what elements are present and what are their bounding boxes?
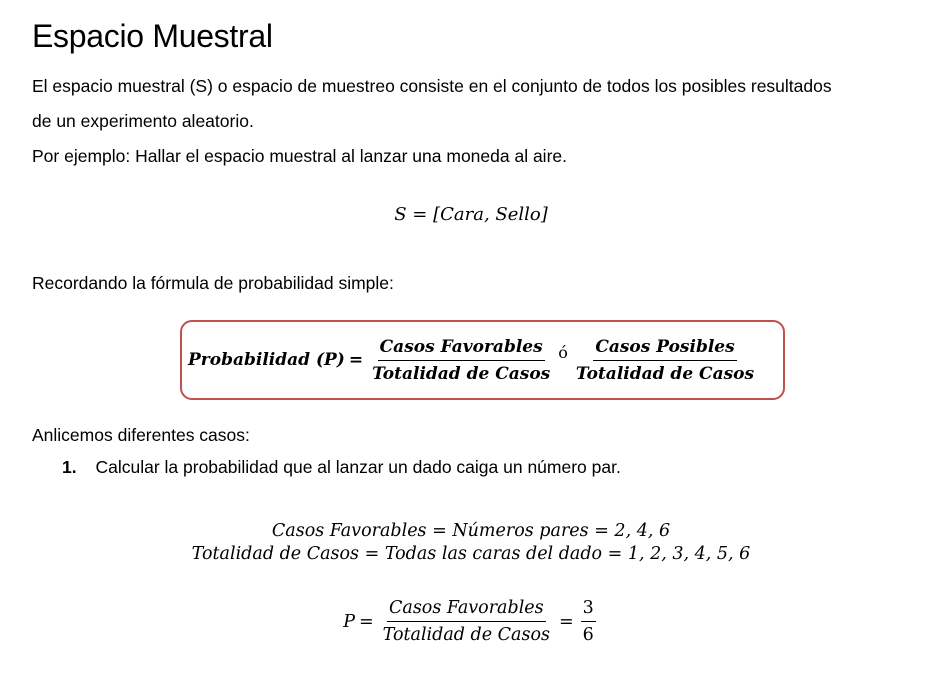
intro-line-1: El espacio muestral (S) o espacio de muestreo consiste en el conjunto de todos los posibles resultados xyxy=(32,76,832,96)
example-totalidad-line: Totalidad de Casos = Todas las caras del dado = 1, 2, 3, 4, 5, 6 xyxy=(191,544,751,564)
p-equals-2: = xyxy=(559,611,574,632)
equals-sign: = xyxy=(412,204,428,225)
fraction-denominator: 6 xyxy=(582,625,594,645)
probability-formula xyxy=(188,322,759,398)
page-title: Espacio Muestral xyxy=(32,18,273,54)
formula-lhs: Probabilidad (P) xyxy=(188,350,345,370)
list-item xyxy=(62,457,621,478)
formula-equals: = xyxy=(348,350,364,370)
intro-example-line: Por ejemplo: Hallar el espacio muestral al lanzar una moneda al aire. xyxy=(32,146,567,166)
fraction-numerator: Casos Favorables xyxy=(378,337,545,361)
fraction-posibles xyxy=(574,337,756,384)
p-equals: = xyxy=(358,611,374,632)
probability-result-equation xyxy=(0,598,942,645)
p-value-fraction xyxy=(581,598,596,645)
probability-formula-box xyxy=(180,320,785,400)
fraction-favorables xyxy=(370,337,552,384)
p-lhs: P xyxy=(343,611,355,632)
recall-text: Recordando la fórmula de probabilidad simple: xyxy=(32,273,394,293)
formula-connector: ó xyxy=(558,342,568,362)
list-item-number: 1. xyxy=(62,457,77,477)
fraction-denominator: Totalidad de Casos xyxy=(382,625,550,645)
fraction-numerator: Casos Favorables xyxy=(387,598,546,622)
p-fraction xyxy=(381,598,552,645)
sample-space-rhs: [Cara, Sello] xyxy=(433,204,548,225)
fraction-denominator: Totalidad de Casos xyxy=(372,363,551,384)
list-item-text: Calcular la probabilidad que al lanzar un dado caiga un número par. xyxy=(95,457,621,477)
fraction-numerator: 3 xyxy=(581,598,596,622)
cases-intro: Anlicemos diferentes casos: xyxy=(32,425,250,445)
example-favorables-line: Casos Favorables = Números pares = 2, 4, 6 xyxy=(271,521,671,541)
sample-space-equation xyxy=(0,204,942,225)
fraction-numerator: Casos Posibles xyxy=(593,337,736,361)
fraction-denominator: Totalidad de Casos xyxy=(575,363,755,384)
intro-line-2: de un experimento aleatorio. xyxy=(32,111,254,131)
sample-space-lhs: S xyxy=(394,204,407,225)
